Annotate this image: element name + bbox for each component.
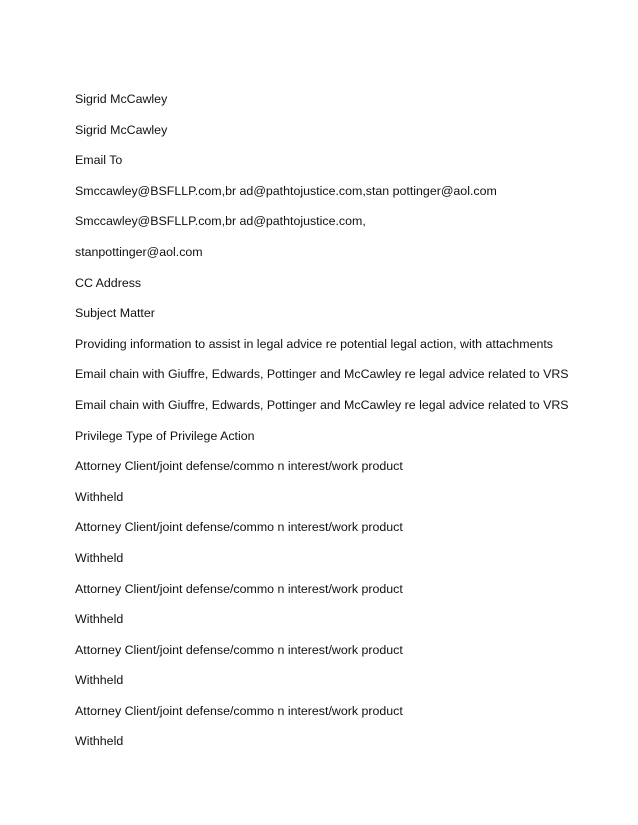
email-chain-description-line: Email chain with Giuffre, Edwards, Pottinger and McCawley re legal advice related to VRS [75,367,569,382]
privilege-type-line: Attorney Client/joint defense/commo n interest/work product [75,581,403,596]
cc-address-label: CC Address [75,275,142,290]
subject-description-line: Providing information to assist in legal advice re potential legal action, with attachments [75,336,553,351]
privilege-type-line: Attorney Client/joint defense/commo n interest/work product [75,459,403,474]
privilege-type-line: Attorney Client/joint defense/commo n interest/work product [75,703,403,718]
privilege-action-line: Withheld [75,489,124,504]
document-text-lines [75,90,615,763]
subject-matter-label: Subject Matter [75,306,155,321]
sender-name-line: Sigrid McCawley [75,122,168,137]
privilege-action-line: Withheld [75,550,124,565]
privilege-type-line: Attorney Client/joint defense/commo n interest/work product [75,520,403,535]
email-recipients-line-split-2: stanpottinger@aol.com [75,244,203,259]
privilege-action-line: Withheld [75,612,124,627]
author-name-line: Sigrid McCawley [75,92,168,106]
email-recipients-line: Smccawley@BSFLLP.com,br ad@pathtojustice.com,stan pottinger@aol.com [75,183,497,198]
privilege-action-line: Withheld [75,734,124,749]
privilege-header-line: Privilege Type of Privilege Action [75,428,255,443]
email-to-label: Email To [75,153,123,168]
privilege-type-line: Attorney Client/joint defense/commo n interest/work product [75,642,403,657]
email-recipients-line-split-1: Smccawley@BSFLLP.com,br ad@pathtojustice.com, [75,214,366,229]
privilege-action-line: Withheld [75,673,124,688]
email-chain-description-line-duplicate: Email chain with Giuffre, Edwards, Pottinger and McCawley re legal advice related to VRS [75,397,569,412]
